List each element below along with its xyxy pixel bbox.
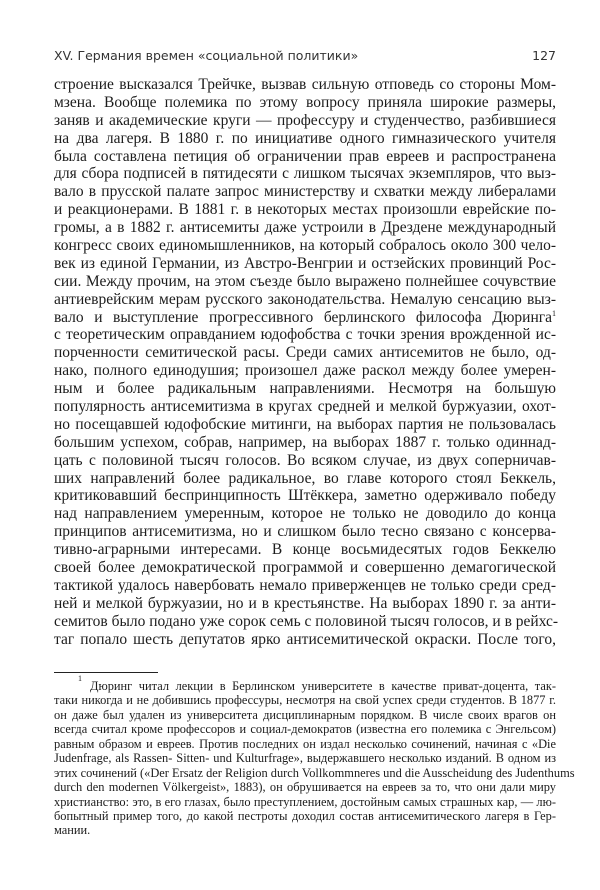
footnote-line [54, 722, 556, 736]
body-line [54, 219, 556, 237]
body-line-text: над направлением умеренным, которое не только не доводило до конца [54, 505, 556, 523]
footnote-line-text: всегда считал кроме профессоров и социал-демократов (известна его полемика с Энгельсом) [54, 722, 556, 737]
body-line-text: нако, полного единодушия; произошел даже раскол между более умерен- [54, 362, 556, 380]
page-number: 127 [532, 48, 556, 63]
body-line-text: на два лагеря. В 1880 г. по инициативе одного гимназического учителя [54, 129, 556, 147]
body-line [54, 130, 556, 148]
footnote-line-text: равным образом и евреев. Против последних он издал несколько сочинений, начиная с «Die [54, 736, 556, 751]
footnote-line [54, 809, 556, 823]
body-line [54, 291, 556, 309]
footnote-line [54, 708, 556, 722]
footnote-reference[interactable]: 1 [552, 308, 556, 318]
body-line [54, 237, 556, 255]
body-line-text: век из единой Германии, из Австро-Венгрии и остзейских провинций Рос- [54, 254, 556, 272]
footnote-line-text: Дюринг читал лекции в Берлинском университете в качестве приват-доцента, так- [90, 679, 556, 693]
body-text [54, 76, 559, 649]
body-line-text: конгресс своих единомышленников, на который собралось около 300 чело- [54, 237, 556, 255]
body-line [54, 165, 556, 183]
body-line [54, 487, 556, 505]
body-line-text: сии. Между прочим, на этом съезде было выражено полнейшее сочувствие [54, 272, 556, 290]
body-line-text: с теоретическим оправданием юдофобства с точки зрения врожденной ис- [54, 326, 556, 344]
body-line-text: вало и выступление прогрессивного берлинского философа Дюринга [54, 308, 552, 326]
footnote-rule [54, 672, 158, 673]
footnote-line [54, 737, 556, 751]
body-line [54, 76, 556, 94]
body-line [54, 612, 559, 631]
footnote-line [54, 751, 556, 765]
body-line [54, 523, 556, 541]
footnote-line-text: durch den modernen Völkergeist», 1883), он обрушивается на евреев за то, что они дали миру [54, 780, 556, 795]
body-line-text: громы, а в 1882 г. антисемиты даже устроили в Дрездене международный [54, 219, 556, 237]
body-line-text: таг попало шесть депутатов ярко антисемитической окраски. После того, [54, 630, 556, 648]
body-line-text: антиеврейским мерам русского законодательства. Немалую сенсацию выз- [54, 290, 556, 308]
body-line [54, 505, 556, 523]
body-line-text: для сбора подписей в пятидесяти с лишком тысячах экземпляров, что выз- [54, 165, 556, 183]
body-line-text: была составлена петиция об ограничении прав евреев и распространена [54, 147, 556, 165]
body-line [54, 434, 556, 452]
body-line-text: критиковавший беспринципность Штёккера, заметно одерживало победу [54, 487, 556, 505]
body-line-text: ней и мелкой буржуазии, но и в крестьянстве. На выборах 1890 г. за анти- [54, 594, 556, 612]
body-line [54, 273, 556, 291]
footnote-line [54, 765, 575, 780]
footnote-line-text: он даже был удален из университета дисциплинарным порядком. В числе своих врагов он [54, 707, 556, 722]
body-line [54, 201, 556, 219]
footnote-line-text: мании. [54, 823, 91, 838]
body-line [54, 183, 556, 201]
footnote-line [54, 780, 556, 794]
footnote-line [54, 693, 556, 707]
running-header [54, 48, 556, 63]
body-line [54, 255, 556, 273]
footnote-line-text: этих сочинений («Der Ersatz der Religion durch Vollkommneres und die Ausscheidung des Judenthums [54, 765, 575, 780]
body-line [54, 631, 556, 649]
footnote [54, 674, 575, 838]
body-line-text: ших направлений более радикальное, во главе которого стоял Беккель, [54, 469, 556, 487]
footnote-line-text: Judenfrage, als Rassen- Sitten- und Kulturfrage», выдержавшего несколько изданий. В одном из [54, 751, 556, 766]
footnote-line [54, 795, 556, 809]
body-line [54, 380, 556, 398]
body-line [54, 541, 556, 559]
body-line-text: цать с половиной тысяч голосов. Во всяком случае, из двух соперничав- [54, 451, 556, 469]
running-title: XV. Германия времен «социальной политики» [54, 48, 359, 63]
body-line-text: тивно-аграрными интересами. В конце восьмидесятых годов Беккелю [54, 541, 556, 559]
footnote-line-text: таки никогда и не добившись профессуры, несмотря на свой успех среди студентов. В 1877 г. [54, 693, 556, 708]
body-line-text: принципов антисемитизма, но и слишком было тесно связано с консерва- [54, 523, 556, 541]
body-line [54, 362, 556, 380]
body-line-text: и реакционерами. В 1881 г. в некоторых местах произошли еврейские по- [54, 201, 556, 219]
body-line [54, 94, 556, 112]
footnote-mark: 1 [78, 674, 82, 683]
body-line-text: но посещавшей юдофобские митинги, на выборах партия не пользовалась [54, 415, 556, 433]
body-line-text: популярность антисемитизма в кругах средней и мелкой буржуазии, охот- [54, 398, 556, 416]
body-line-text: тактикой удалось навербовать немало приверженцев не только среди сред- [54, 576, 556, 594]
body-line [54, 416, 556, 434]
body-line [54, 309, 556, 327]
body-line-text: заняв и академические круги — профессуру и студенчество, разбившиеся [54, 111, 556, 129]
body-line-text: большим успехом, собрав, например, на выборах 1887 г. только одиннад- [54, 433, 556, 451]
body-line [54, 577, 556, 595]
body-line [54, 595, 556, 613]
footnote-line [54, 674, 556, 693]
footnote-line-text: бопытный пример того, до какой пестроты доходил состав антисемитического лагеря в Гер- [54, 808, 556, 823]
body-line-text: ным и более радикальным направлениями. Несмотря на большую [54, 380, 556, 398]
body-line [54, 326, 556, 344]
body-line [54, 398, 556, 416]
body-line [54, 148, 556, 166]
body-line [54, 112, 556, 130]
body-line-text: порченности семитической расы. Среди самих антисемитов не было, од- [54, 344, 556, 362]
body-line-text: вало в прусской палате запрос министерству и схватки между либералами [54, 183, 556, 201]
body-line [54, 470, 556, 488]
footnote-line-text: христианство: это, в его глазах, было преступлением, достойным самых страшных кар, — лю- [54, 794, 556, 809]
body-line [54, 344, 556, 362]
body-line-text: семитов было подано уже сорок семь с половиной тысяч голосов, и в рейхс- [54, 612, 559, 630]
body-line [54, 452, 556, 470]
body-line-text: своей более демократической программой и совершенно демагогической [54, 559, 556, 577]
body-line [54, 559, 556, 577]
body-line-text: строение высказался Трейчке, вызвав сильную отповедь со стороны Мом- [54, 76, 556, 93]
footnote-line [54, 823, 556, 837]
body-line-text: мзена. Вообще полемика по этому вопросу приняла широкие размеры, [54, 93, 556, 111]
